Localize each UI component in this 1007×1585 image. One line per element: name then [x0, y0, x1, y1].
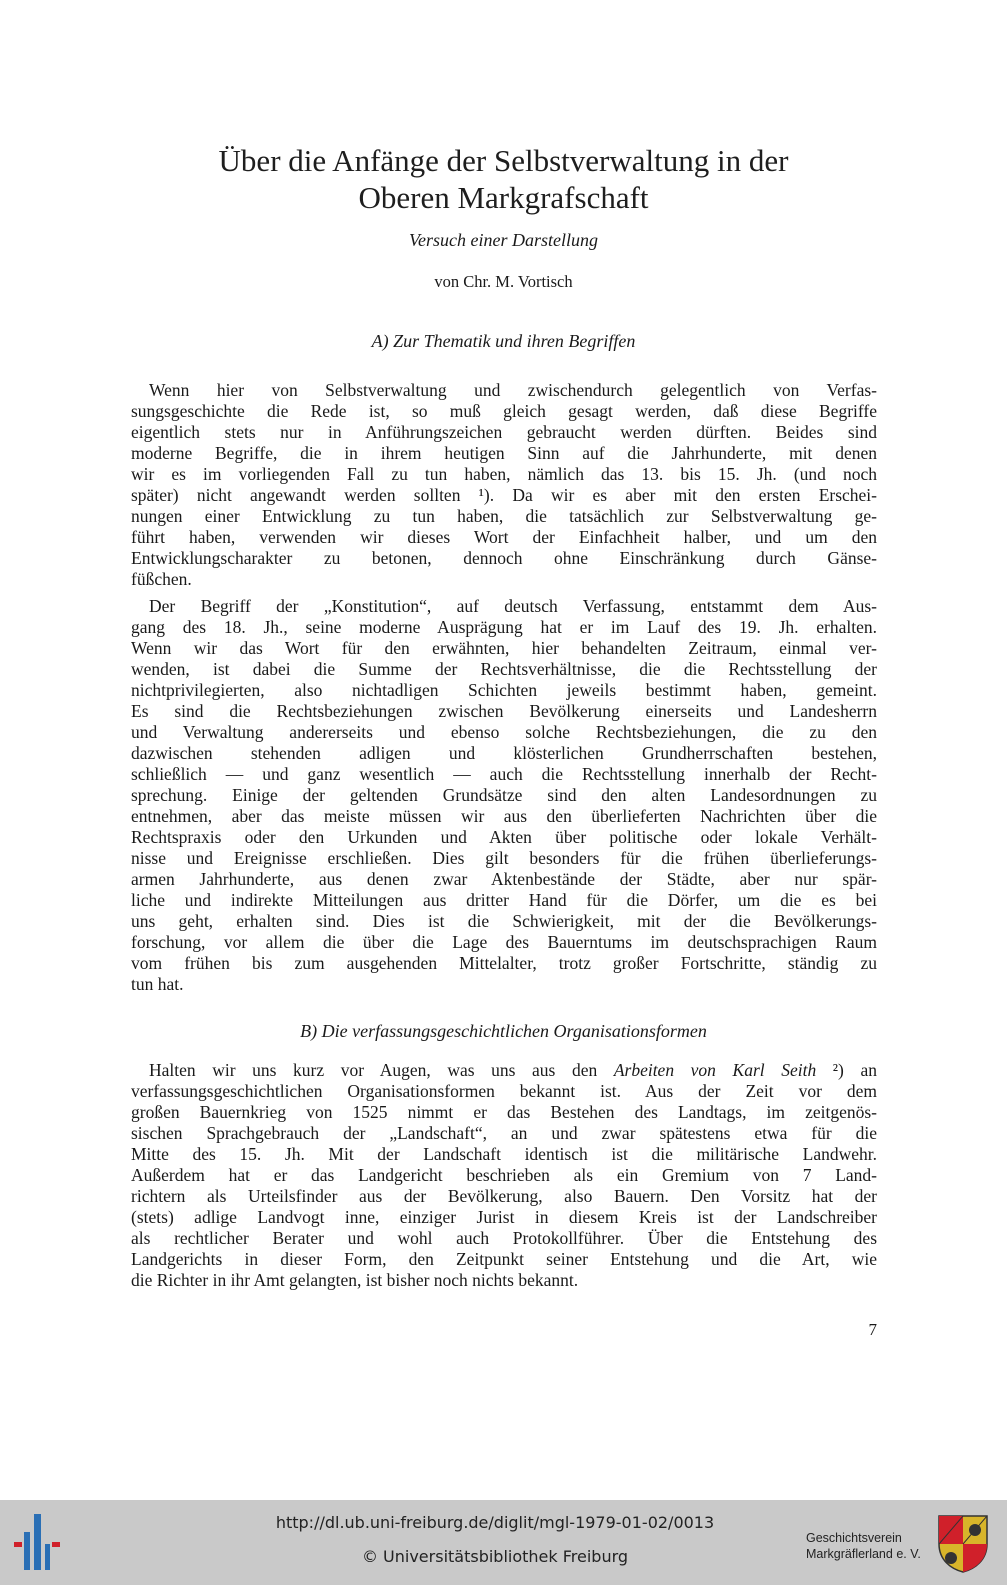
- footer-organization: [806, 1530, 930, 1562]
- para1-line: sungsgeschichte die Rede ist, so muß gleich gesagt werden, daß diese Begriffe: [131, 401, 877, 421]
- title-line-2: Oberen Markgrafschaft: [358, 180, 649, 215]
- section-b-heading: B) Die verfassungsgeschichtlichen Organisationsformen: [300, 1021, 707, 1041]
- section-a-heading: A) Zur Thematik und ihren Begriffen: [371, 331, 636, 351]
- article-subtitle: Versuch einer Darstellung: [409, 230, 598, 250]
- page-number: 7: [868, 1320, 877, 1339]
- article-author: von Chr. M. Vortisch: [434, 272, 573, 291]
- para3-line: als rechtlicher Berater und wohl auch Protokollführer. Über die Entstehung des: [131, 1228, 877, 1248]
- para2-line: gang des 18. Jh., seine moderne Ausprägung hat er im Lauf des 19. Jh. erhalten.: [131, 617, 877, 637]
- paragraph-2: [131, 596, 877, 995]
- paragraph-1: [131, 380, 877, 590]
- para2-line: nisse und Ereignisse erschließen. Dies gilt besonders für die frühen überlieferungs-: [131, 848, 877, 868]
- para2-line: liche und indirekte Mitteilungen aus dritter Hand für die Dörfer, um die es bei: [131, 890, 877, 910]
- para2-line: dazwischen stehenden adligen und klösterlichen Grundherrschaften bestehen,: [131, 743, 877, 763]
- para3-line: großen Bauernkrieg von 1525 nimmt er das Bestehen des Landtags, im zeitgenös-: [131, 1102, 877, 1122]
- para2-line: entnehmen, aber das meiste müssen wir aus den überlieferten Nachrichten über die: [131, 806, 877, 826]
- para2-line: Wenn wir das Wort für den erwähnten, hier behandelten Zeitraum, einmal ver-: [131, 638, 877, 658]
- para2-line: wenden, ist dabei die Summe der Rechtsverhältnisse, die die Rechtsstellung der: [131, 659, 877, 679]
- title-line-1: Über die Anfänge der Selbstverwaltung in der: [218, 143, 789, 178]
- coat-of-arms-icon: [937, 1514, 989, 1574]
- org-line-1: Geschichtsverein: [806, 1531, 902, 1545]
- paragraph-3-body: [131, 1081, 877, 1291]
- org-line-2: Markgräflerland e. V.: [806, 1547, 921, 1561]
- para1-line: eigentlich stets nur in Anführungszeichen gebraucht werden dürften. Beides sind: [131, 422, 877, 442]
- para2-line: uns geht, erhalten sind. Dies ist die Schwierigkeit, mit der die Bevölkerungs-: [131, 911, 877, 931]
- para3-line: richtern als Urteilsfinder aus der Bevölkerung, also Bauern. Den Vorsitz hat der: [131, 1186, 877, 1206]
- article-title: [0, 142, 1007, 216]
- para2-line: armen Jahrhunderte, aus denen zwar Aktenbestände der Städte, aber nur spär-: [131, 869, 877, 889]
- para2-line: tun hat.: [131, 974, 184, 994]
- para2-line: und Verwaltung andererseits und ebenso solche Rechtsbeziehungen, die zu den: [131, 722, 877, 742]
- para1-line: nungen einer Entwicklung zu tun haben, die tatsächlich zur Selbstverwaltung ge-: [131, 506, 877, 526]
- para2-line: Rechtspraxis oder den Urkunden und Akten über politische oder lokale Verhält-: [131, 827, 877, 847]
- para1-line: später) nicht angewandt werden sollten ¹). Da wir es aber mit den ersten Erschei-: [131, 485, 877, 505]
- paragraph-3: [131, 1060, 877, 1291]
- para3-line: Außerdem hat er das Landgericht beschrieben als ein Gremium von 7 Land-: [131, 1165, 877, 1185]
- para3-line: verfassungsgeschichtlichen Organisationsformen bekannt ist. Aus der Zeit vor dem: [131, 1081, 877, 1101]
- para1-line: füßchen.: [131, 569, 192, 589]
- para2-line: forschung, vor allem die über die Lage des Bauerntums im deutschsprachigen Raum: [131, 932, 877, 952]
- para3-line: Landgerichts in dieser Form, den Zeitpunkt seiner Entstehung und die Art, wie: [131, 1249, 877, 1269]
- para3-line: sischen Sprachgebrauch der „Landschaft“, an und zwar spätestens etwa für die: [131, 1123, 877, 1143]
- para3-line: die Richter in ihr Amt gelangten, ist bisher noch nichts bekannt.: [131, 1270, 579, 1290]
- cited-work: Arbeiten von Karl Seith: [613, 1060, 817, 1080]
- paragraph-3-line-1: [131, 1060, 877, 1081]
- para1-line: Wenn hier von Selbstverwaltung und zwischendurch gelegentlich von Verfas-: [149, 380, 877, 400]
- footnote-ref: ²) an: [816, 1060, 877, 1080]
- footer-copyright: © Universitätsbibliothek Freiburg: [361, 1547, 629, 1566]
- para1-line: Entwicklungscharakter zu betonen, dennoch ohne Einschränkung durch Gänse-: [131, 548, 877, 568]
- para2-line: nichtprivilegierten, also nichtadligen Schichten jeweils bestimmt haben, gemeint.: [131, 680, 877, 700]
- para2-line: Der Begriff der „Konstitution“, auf deutsch Verfassung, entstammt dem Aus-: [149, 596, 877, 616]
- footer-url-link[interactable]: http://dl.ub.uni-freiburg.de/diglit/mgl-1979-01-02/0013: [275, 1513, 715, 1532]
- para1-line: führt haben, verwenden wir dieses Wort der Einfachheit halber, und um den: [131, 527, 877, 547]
- para2-line: vom frühen bis zum ausgehenden Mittelalter, trotz großer Fortschritte, ständig zu: [131, 953, 877, 973]
- para2-line: sprechung. Einige der geltenden Grundsätze sind den alten Landesordnungen zu: [131, 785, 877, 805]
- para1-line: moderne Begriffe, die in ihrem heutigen Sinn auf die Jahrhunderte, mit denen: [131, 443, 877, 463]
- text-run: Halten wir uns kurz vor Augen, was uns aus den: [149, 1060, 614, 1080]
- para3-line: Mitte des 15. Jh. Mit der Landschaft identisch ist die militärische Landwehr.: [131, 1144, 877, 1164]
- para2-line: Es sind die Rechtsbeziehungen zwischen Bevölkerung einerseits und Landesherrn: [131, 701, 877, 721]
- para3-line: (stets) adlige Landvogt inne, einziger Jurist in diesem Kreis ist der Landschreiber: [131, 1207, 877, 1227]
- ub-freiburg-logo-icon: [14, 1510, 64, 1574]
- para2-line: schließlich — und ganz wesentlich — auch die Rechtsstellung innerhalb der Recht-: [131, 764, 877, 784]
- para1-line: wir es im vorliegenden Fall zu tun haben, nämlich das 13. bis 15. Jh. (und noch: [131, 464, 877, 484]
